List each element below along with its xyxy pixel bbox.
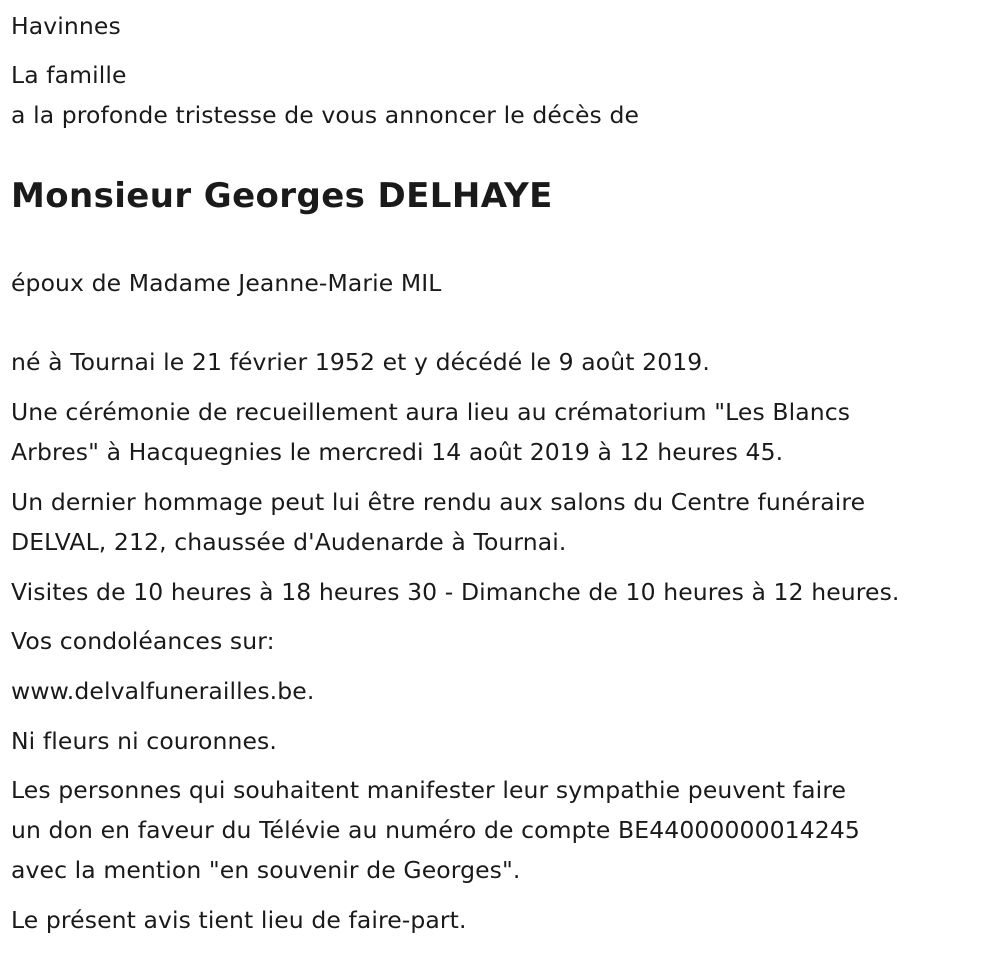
homage-line-1: Un dernier hommage peut lui être rendu aux salons du Centre funéraire (11, 488, 866, 516)
website-text: www.delvalfunerailles.be. (11, 677, 315, 705)
homage-line-2: DELVAL, 212, chaussée d'Audenarde à Tournai. (11, 528, 567, 556)
donation-line-3: avec la mention "en souvenir de Georges". (11, 856, 521, 884)
spouse-text: époux de Madame Jeanne-Marie MIL (11, 269, 442, 297)
ceremony-line-1: Une cérémonie de recueillement aura lieu au crématorium "Les Blancs (11, 398, 851, 426)
donation-line-2: un don en faveur du Télévie au numéro de compte BE44000000014245 (11, 816, 860, 844)
location-text: Havinnes (11, 12, 121, 40)
condolences-text: Vos condoléances sur: (11, 627, 275, 655)
closing-text: Le présent avis tient lieu de faire-part. (11, 906, 467, 934)
flowers-text: Ni fleurs ni couronnes. (11, 727, 277, 755)
deceased-name: Monsieur Georges DELHAYE (11, 176, 553, 216)
donation-line-1: Les personnes qui souhaitent manifester leur sympathie peuvent faire (11, 776, 847, 804)
ceremony-line-2: Arbres" à Hacquegnies le mercredi 14 août 2019 à 12 heures 45. (11, 438, 784, 466)
announcement-text: a la profonde tristesse de vous annoncer le décès de (11, 101, 640, 129)
family-text: La famille (11, 61, 127, 89)
visits-text: Visites de 10 heures à 18 heures 30 - Dimanche de 10 heures à 12 heures. (11, 578, 900, 606)
birth-death-text: né à Tournai le 21 février 1952 et y décédé le 9 août 2019. (11, 348, 710, 376)
